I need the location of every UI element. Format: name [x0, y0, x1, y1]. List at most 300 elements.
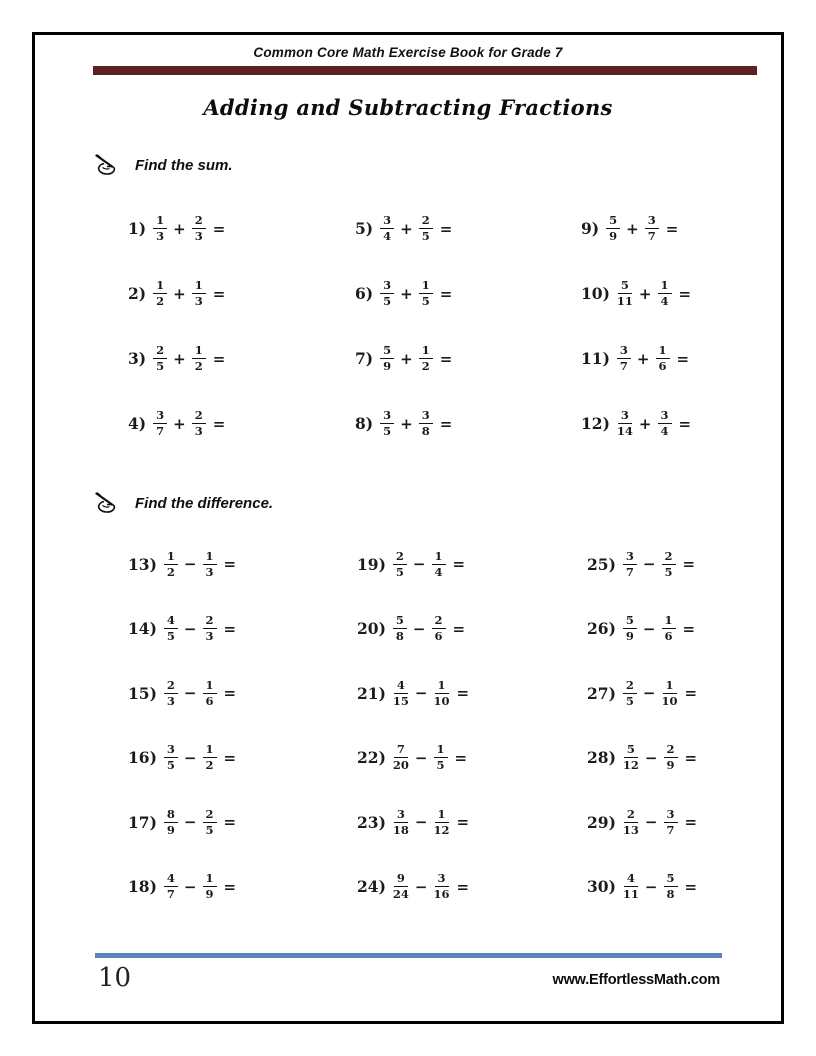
problem	[357, 597, 587, 662]
fraction-2-numerator: 1	[192, 344, 206, 359]
fraction-2	[434, 743, 448, 772]
problem	[128, 326, 355, 391]
problem-number: 27)	[587, 683, 616, 703]
fraction-1	[380, 409, 394, 438]
equals-sign: =	[676, 349, 690, 368]
problem-number: 22)	[357, 748, 386, 768]
fraction-1	[606, 214, 620, 243]
problem-number: 20)	[357, 619, 386, 639]
problem-number: 11)	[581, 349, 610, 368]
problem	[587, 726, 816, 791]
equals-sign: =	[456, 877, 470, 896]
equals-sign: =	[223, 813, 237, 832]
fraction-2-denominator: 7	[647, 229, 656, 243]
fraction-2	[192, 409, 206, 438]
fraction-1-numerator: 2	[153, 344, 167, 359]
problem	[357, 532, 587, 597]
fraction-2-denominator: 9	[205, 887, 214, 902]
fraction-2	[658, 409, 672, 438]
operator: −	[642, 684, 656, 703]
fraction-2	[664, 743, 678, 772]
instruction-text: Find the difference.	[135, 494, 274, 512]
problem-number: 26)	[587, 619, 616, 639]
equals-sign: =	[456, 684, 470, 703]
website-url: www.EffortlessMath.com	[552, 972, 720, 988]
fraction-2-numerator: 1	[192, 279, 206, 294]
fraction-1-denominator: 13	[622, 822, 639, 837]
fraction-2-denominator: 3	[194, 229, 203, 243]
operator: −	[642, 619, 656, 638]
fraction-2-denominator: 4	[434, 564, 443, 579]
fraction-2-denominator: 2	[421, 359, 430, 373]
footer-rule	[95, 953, 722, 958]
fraction-2	[192, 344, 206, 373]
fraction-1-numerator: 3	[380, 279, 394, 294]
fraction-1	[153, 214, 167, 243]
fraction-2-denominator: 2	[194, 359, 203, 373]
fraction-2-numerator: 1	[435, 679, 449, 694]
fraction-1-denominator: 9	[609, 229, 618, 243]
fraction-1-denominator: 7	[166, 887, 175, 902]
fraction-1	[380, 279, 394, 308]
operator: +	[400, 219, 413, 238]
equals-sign: =	[454, 748, 468, 767]
fraction-2-denominator: 4	[660, 424, 669, 438]
fraction-1-denominator: 5	[166, 629, 175, 644]
fraction-2	[664, 872, 678, 901]
fraction-2-numerator: 3	[435, 872, 449, 887]
operator: −	[183, 619, 197, 638]
fraction-1-numerator: 1	[153, 279, 167, 294]
problem	[128, 532, 357, 597]
problem-number: 21)	[357, 683, 386, 703]
equals-sign: =	[223, 684, 237, 703]
fraction-2	[658, 279, 672, 308]
fraction-2-denominator: 6	[434, 629, 443, 644]
fraction-1-numerator: 8	[164, 808, 178, 823]
equals-sign: =	[439, 284, 453, 303]
fraction-1-numerator: 9	[394, 872, 408, 887]
fraction-2-denominator: 10	[433, 693, 450, 708]
problem-number: 12)	[581, 414, 610, 433]
problem	[128, 196, 355, 261]
writing-hand-icon	[95, 154, 125, 177]
problem-number: 7)	[355, 349, 374, 368]
fraction-2	[203, 743, 217, 772]
fraction-1-denominator: 3	[156, 229, 165, 243]
fraction-1-numerator: 2	[623, 679, 637, 694]
fraction-1	[393, 614, 407, 643]
fraction-2	[419, 214, 433, 243]
fraction-2	[662, 550, 676, 579]
equals-sign: =	[212, 349, 226, 368]
fraction-2-denominator: 6	[664, 629, 673, 644]
fraction-2	[203, 614, 217, 643]
fraction-2	[645, 214, 659, 243]
operator: −	[183, 555, 197, 574]
fraction-1-denominator: 7	[156, 424, 165, 438]
section-difference-header	[95, 488, 273, 518]
fraction-1-denominator: 5	[395, 564, 404, 579]
fraction-1-numerator: 1	[164, 550, 178, 565]
fraction-2	[434, 808, 450, 837]
fraction-2-denominator: 3	[194, 424, 203, 438]
operator: −	[414, 813, 428, 832]
fraction-1-denominator: 11	[616, 294, 633, 308]
problem	[355, 391, 581, 456]
equals-sign: =	[678, 284, 692, 303]
fraction-2	[203, 679, 217, 708]
equals-sign: =	[439, 219, 453, 238]
fraction-2-denominator: 5	[436, 758, 445, 773]
operator: −	[414, 748, 428, 767]
operator: −	[644, 813, 658, 832]
fraction-1-denominator: 20	[392, 758, 409, 773]
operator: +	[400, 284, 413, 303]
operator: −	[183, 877, 197, 896]
fraction-2-numerator: 2	[203, 808, 217, 823]
fraction-1	[393, 808, 409, 837]
problem	[587, 597, 816, 662]
fraction-1-denominator: 2	[166, 564, 175, 579]
fraction-1-numerator: 5	[380, 344, 394, 359]
fraction-1	[380, 214, 394, 243]
problem	[587, 790, 816, 855]
fraction-1-numerator: 3	[618, 409, 632, 424]
fraction-2-denominator: 3	[205, 564, 214, 579]
fraction-2-denominator: 5	[421, 294, 430, 308]
problem-number: 8)	[355, 414, 374, 433]
fraction-1-denominator: 7	[619, 359, 628, 373]
fraction-2-numerator: 1	[663, 679, 677, 694]
equals-sign: =	[684, 684, 698, 703]
problem	[581, 326, 811, 391]
fraction-2-denominator: 12	[433, 822, 450, 837]
fraction-1-numerator: 5	[618, 279, 632, 294]
fraction-1	[164, 808, 178, 837]
fraction-1-numerator: 2	[624, 808, 638, 823]
fraction-2	[432, 550, 446, 579]
fraction-1-denominator: 5	[383, 294, 392, 308]
problem	[587, 532, 816, 597]
fraction-1	[153, 344, 167, 373]
fraction-1-denominator: 24	[392, 887, 409, 902]
equals-sign: =	[684, 813, 698, 832]
problem	[357, 855, 587, 920]
fraction-2-numerator: 1	[203, 679, 217, 694]
page-title: Adding and Subtracting Fractions	[203, 95, 613, 120]
fraction-1-denominator: 8	[395, 629, 404, 644]
writing-hand-icon	[95, 492, 125, 515]
operator: +	[173, 284, 186, 303]
fraction-1-numerator: 4	[624, 872, 638, 887]
problem	[357, 726, 587, 791]
fraction-1	[164, 550, 178, 579]
fraction-1-numerator: 3	[380, 409, 394, 424]
fraction-2-numerator: 2	[664, 743, 678, 758]
problem-number: 23)	[357, 812, 386, 832]
fraction-1-numerator: 2	[164, 679, 178, 694]
problem-number: 10)	[581, 284, 610, 303]
fraction-2-denominator: 6	[205, 693, 214, 708]
fraction-1	[164, 872, 178, 901]
problem-number: 14)	[128, 619, 157, 639]
fraction-2	[662, 614, 676, 643]
fraction-1	[623, 614, 637, 643]
problem-number: 13)	[128, 554, 157, 574]
fraction-1-denominator: 11	[622, 887, 639, 902]
fraction-1-numerator: 3	[617, 344, 631, 359]
equals-sign: =	[665, 219, 679, 238]
equals-sign: =	[223, 619, 237, 638]
fraction-2-numerator: 3	[664, 808, 678, 823]
fraction-2-numerator: 1	[203, 550, 217, 565]
problem	[128, 261, 355, 326]
fraction-2	[203, 808, 217, 837]
fraction-2	[662, 679, 678, 708]
fraction-1-numerator: 4	[164, 872, 178, 887]
equals-sign: =	[684, 877, 698, 896]
fraction-2-numerator: 1	[203, 743, 217, 758]
problems-grid-difference	[128, 532, 816, 919]
fraction-2-numerator: 3	[658, 409, 672, 424]
fraction-2-numerator: 1	[419, 279, 433, 294]
fraction-1-denominator: 4	[383, 229, 392, 243]
equals-sign: =	[439, 414, 453, 433]
problem	[357, 790, 587, 855]
problem	[355, 261, 581, 326]
running-head: Common Core Math Exercise Book for Grade 7	[253, 45, 563, 60]
problem	[128, 391, 355, 456]
fraction-2-numerator: 5	[664, 872, 678, 887]
fraction-1	[393, 872, 409, 901]
equals-sign: =	[212, 284, 226, 303]
fraction-1	[623, 808, 639, 837]
fraction-1-denominator: 5	[383, 424, 392, 438]
operator: −	[414, 684, 428, 703]
equals-sign: =	[212, 219, 226, 238]
fraction-1-denominator: 5	[156, 359, 165, 373]
fraction-2	[434, 679, 450, 708]
fraction-2-denominator: 8	[666, 887, 675, 902]
fraction-1-denominator: 18	[392, 822, 409, 837]
fraction-1-numerator: 3	[623, 550, 637, 565]
fraction-2-numerator: 1	[658, 279, 672, 294]
problem-number: 19)	[357, 554, 386, 574]
fraction-1	[164, 679, 178, 708]
fraction-2-numerator: 2	[203, 614, 217, 629]
problems-grid-sum	[128, 196, 811, 456]
fraction-2	[432, 614, 446, 643]
equals-sign: =	[223, 748, 237, 767]
problem	[128, 790, 357, 855]
operator: −	[183, 684, 197, 703]
fraction-2	[192, 279, 206, 308]
section-sum-header	[95, 150, 233, 180]
problem-number: 16)	[128, 748, 157, 768]
operator: −	[412, 555, 426, 574]
problem	[581, 261, 811, 326]
fraction-1	[164, 614, 178, 643]
problem	[128, 726, 357, 791]
fraction-2	[203, 872, 217, 901]
fraction-2-denominator: 6	[658, 359, 667, 373]
operator: +	[626, 219, 639, 238]
fraction-2	[419, 409, 433, 438]
operator: +	[638, 284, 652, 303]
fraction-1-numerator: 3	[164, 743, 178, 758]
fraction-2-denominator: 9	[666, 758, 675, 773]
fraction-1-denominator: 7	[625, 564, 634, 579]
fraction-1	[617, 409, 633, 438]
operator: +	[636, 349, 650, 368]
fraction-1	[617, 344, 631, 373]
problem-number: 5)	[355, 219, 374, 238]
fraction-2	[419, 344, 433, 373]
equals-sign: =	[223, 555, 237, 574]
fraction-2-numerator: 1	[656, 344, 670, 359]
problem	[581, 196, 811, 261]
problem	[587, 661, 816, 726]
fraction-1	[380, 344, 394, 373]
problem-number: 30)	[587, 877, 616, 897]
fraction-1-numerator: 3	[380, 214, 394, 229]
problem-number: 17)	[128, 812, 157, 832]
problem-number: 4)	[128, 414, 147, 433]
operator: −	[183, 748, 197, 767]
fraction-2-numerator: 2	[192, 214, 206, 229]
fraction-2-numerator: 3	[645, 214, 659, 229]
fraction-1-denominator: 3	[166, 693, 175, 708]
fraction-2-denominator: 5	[205, 822, 214, 837]
fraction-1	[623, 743, 639, 772]
problem-number: 15)	[128, 683, 157, 703]
header-rule	[93, 66, 757, 75]
operator: +	[173, 349, 186, 368]
fraction-1-denominator: 15	[392, 693, 409, 708]
fraction-2-numerator: 1	[203, 872, 217, 887]
fraction-1	[153, 279, 167, 308]
operator: −	[414, 877, 428, 896]
fraction-1	[623, 872, 639, 901]
operator: −	[183, 813, 197, 832]
problem-number: 2)	[128, 284, 147, 303]
problem	[128, 597, 357, 662]
problem-number: 9)	[581, 219, 600, 238]
fraction-2-denominator: 5	[664, 564, 673, 579]
fraction-2-numerator: 2	[662, 550, 676, 565]
fraction-2-numerator: 1	[432, 550, 446, 565]
fraction-2-numerator: 1	[435, 808, 449, 823]
operator: +	[173, 414, 186, 433]
fraction-1-denominator: 12	[622, 758, 639, 773]
fraction-1-numerator: 5	[393, 614, 407, 629]
operator: +	[638, 414, 652, 433]
fraction-2-numerator: 2	[192, 409, 206, 424]
equals-sign: =	[682, 619, 696, 638]
fraction-1-denominator: 2	[156, 294, 165, 308]
problem-number: 3)	[128, 349, 147, 368]
fraction-2-denominator: 7	[666, 822, 675, 837]
fraction-1-numerator: 2	[393, 550, 407, 565]
fraction-2-denominator: 3	[205, 629, 214, 644]
equals-sign: =	[682, 555, 696, 574]
instruction-text: Find the sum.	[135, 156, 233, 174]
problem-number: 1)	[128, 219, 147, 238]
equals-sign: =	[452, 619, 466, 638]
fraction-2	[419, 279, 433, 308]
fraction-1-numerator: 4	[394, 679, 408, 694]
operator: −	[644, 877, 658, 896]
fraction-1-numerator: 1	[153, 214, 167, 229]
problem	[128, 661, 357, 726]
fraction-2	[664, 808, 678, 837]
fraction-2-denominator: 5	[421, 229, 430, 243]
fraction-1-denominator: 5	[166, 758, 175, 773]
fraction-2-denominator: 2	[205, 758, 214, 773]
worksheet-page	[32, 32, 784, 1024]
fraction-2-denominator: 16	[433, 887, 450, 902]
operator: −	[412, 619, 426, 638]
fraction-2-denominator: 4	[660, 294, 669, 308]
fraction-1	[164, 743, 178, 772]
equals-sign: =	[452, 555, 466, 574]
problem	[581, 391, 811, 456]
fraction-1	[393, 679, 409, 708]
operator: +	[400, 414, 413, 433]
problem-number: 29)	[587, 812, 616, 832]
problem	[128, 855, 357, 920]
fraction-1	[393, 550, 407, 579]
fraction-2-denominator: 8	[421, 424, 430, 438]
fraction-1-numerator: 3	[394, 808, 408, 823]
fraction-1-numerator: 5	[623, 614, 637, 629]
problem-number: 6)	[355, 284, 374, 303]
fraction-1-numerator: 5	[606, 214, 620, 229]
problem	[357, 661, 587, 726]
problem-number: 25)	[587, 554, 616, 574]
fraction-2	[434, 872, 450, 901]
fraction-2	[203, 550, 217, 579]
operator: +	[173, 219, 186, 238]
fraction-1-denominator: 9	[383, 359, 392, 373]
equals-sign: =	[223, 877, 237, 896]
equals-sign: =	[684, 748, 698, 767]
operator: +	[400, 349, 413, 368]
fraction-1-numerator: 7	[394, 743, 408, 758]
fraction-2-numerator: 1	[434, 743, 448, 758]
fraction-1	[623, 550, 637, 579]
page-number: 10	[98, 963, 132, 993]
problem-number: 28)	[587, 748, 616, 768]
fraction-2	[656, 344, 670, 373]
operator: −	[644, 748, 658, 767]
problem-number: 18)	[128, 877, 157, 897]
problem	[587, 855, 816, 920]
fraction-2-denominator: 10	[661, 693, 678, 708]
problem-number: 24)	[357, 877, 386, 897]
fraction-1	[153, 409, 167, 438]
fraction-2-numerator: 1	[419, 344, 433, 359]
fraction-1	[617, 279, 633, 308]
equals-sign: =	[212, 414, 226, 433]
operator: −	[642, 555, 656, 574]
equals-sign: =	[456, 813, 470, 832]
fraction-1-numerator: 4	[164, 614, 178, 629]
equals-sign: =	[678, 414, 692, 433]
fraction-1-numerator: 5	[624, 743, 638, 758]
fraction-1	[623, 679, 637, 708]
